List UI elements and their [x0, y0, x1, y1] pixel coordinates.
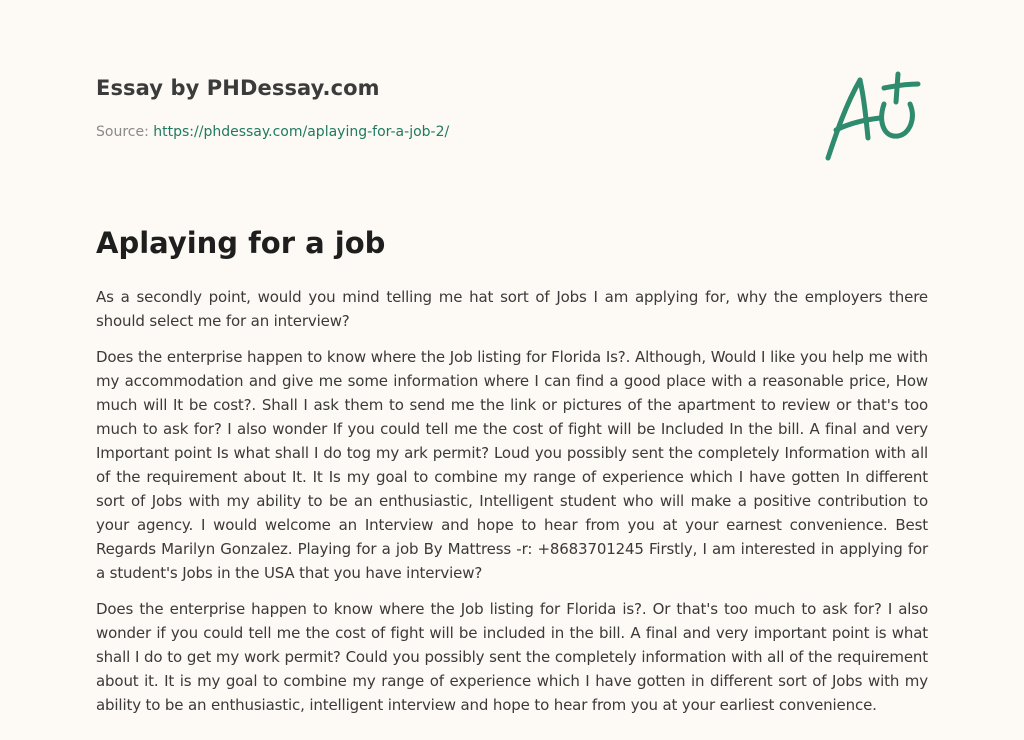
source-label: Source: — [96, 124, 149, 140]
essay-body — [96, 285, 928, 729]
essay-paragraph: Does the enterprise happen to know where the Job listing for Florida is?. Or that's too much to ask for? I also wonder if you could tell me the cost of fight will be included in the bill. A final and very important point is what shall I do to get my work permit? Could you possibly sent the completely information with all of the requirement about it. It is my goal to combine my range of experience which I have gotten in different sort of Jobs with my ability to be an enthusiastic, intelligent interview and hope to hear from you at your earliest convenience. — [96, 600, 928, 714]
essay-paragraph: Does the enterprise happen to know where the Job listing for Florida Is?. Although, Would I like you help me with my accommodation and give me some information where I can find a good place with a reasonable price, How much will It be cost?. Shall I ask them to send me the link or pictures of the apartment to review or that's too much to ask for? I also wonder If you could tell me the cost of fight will be Included In the bill. A final and very Important point Is what shall I do tog my ark permit? Loud you possibly sent the completely Information with all of the requirement about It. It Is my goal to combine my range of experience which I have gotten In different sort of Jobs with my ability to be an enthusiastic, Intelligent student who will make a positive contribution to your agency. I would welcome an Interview and hope to hear from you at your earnest convenience. Best Regards Marilyn Gonzalez. Playing for a job By Mattress -r: +8683701245 Firstly, I am interested in applying for a student's Jobs in the USA that you have interview? — [96, 348, 928, 582]
essay-title: Aplaying for a job — [96, 226, 386, 260]
source-line — [96, 124, 449, 140]
page — [96, 0, 928, 740]
a-plus-logo-icon — [822, 68, 926, 164]
site-title: Essay by PHDessay.com — [96, 76, 380, 100]
essay-paragraph: As a secondly point, would you mind telling me hat sort of Jobs I am applying for, why the employers there should select me for an interview? — [96, 288, 928, 330]
source-link[interactable]: https://phdessay.com/aplaying-for-a-job-2/ — [153, 124, 450, 140]
